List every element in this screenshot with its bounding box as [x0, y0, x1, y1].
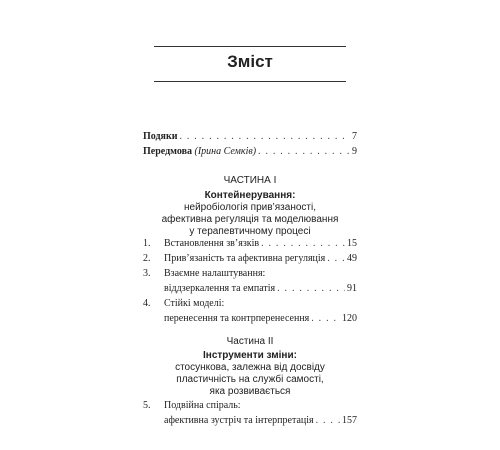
part-subtitle-line: яка розвивається — [209, 386, 291, 397]
part-subtitle-bold: Контейнерування: — [204, 190, 296, 201]
toc-entry-label: віддзеркалення та емпатія — [164, 283, 276, 294]
toc-page-number: 91 — [347, 283, 357, 294]
chapter-number: 1. — [143, 238, 151, 249]
toc-page-number: 157 — [342, 415, 357, 426]
part-subtitle-line: у терапевтичному процесі — [189, 226, 311, 237]
part-heading: Частина II — [226, 336, 274, 347]
toc-entry-acknowledgements[interactable] — [143, 131, 357, 143]
part-heading: ЧАСТИНА I — [223, 175, 277, 186]
chapter-number: 2. — [143, 253, 151, 264]
toc-entry-author: (Ірина Семків) — [194, 146, 257, 157]
dot-leader — [258, 146, 350, 158]
toc-entry-label: Прив’язаність та афективна регуляція — [164, 253, 326, 264]
toc-entry-chapter-3-line-1[interactable]: Взаємне налаштування: — [164, 268, 266, 279]
toc-entry-chapter-3[interactable] — [164, 283, 357, 295]
toc-entry-chapter-1[interactable] — [164, 238, 357, 250]
chapter-number: 3. — [143, 268, 151, 279]
toc-entry-chapter-4-line-1[interactable]: Стійкі моделі: — [164, 298, 225, 309]
toc-entry-label: афективна зустріч та інтерпретація — [164, 415, 314, 426]
part-subtitle-line: афективна регуляція та моделювання — [161, 214, 339, 225]
part-subtitle-line: стосункова, залежна від досвіду — [175, 362, 325, 373]
toc-entry-label: перенесення та контрперенесення — [164, 313, 310, 324]
toc-entry-label: Подяки — [143, 131, 178, 142]
toc-page-number: 15 — [347, 238, 357, 249]
toc-entry-chapter-4[interactable] — [164, 313, 357, 325]
toc-entry-chapter-5-line-1[interactable]: Подвійна спіраль: — [164, 400, 241, 411]
dot-leader — [179, 131, 350, 143]
dot-leader — [311, 313, 340, 325]
part-subtitle-bold: Інструменти зміни: — [203, 350, 297, 361]
toc-entry-label: Встановлення зв’язків — [164, 238, 260, 249]
dot-leader — [277, 283, 345, 295]
part-subtitle-line: нейробіологія прив’язаності, — [184, 202, 316, 213]
dot-leader — [261, 238, 345, 250]
page-title: Зміст — [227, 52, 273, 71]
bottom-rule — [154, 81, 346, 82]
dot-leader — [327, 253, 345, 265]
chapter-number: 4. — [143, 298, 151, 309]
toc-page-number: 9 — [352, 146, 357, 157]
toc-entry-chapter-5[interactable] — [164, 415, 357, 427]
toc-page-number: 49 — [347, 253, 357, 264]
toc-entry-foreword[interactable] — [143, 146, 357, 158]
part-subtitle — [143, 190, 357, 238]
top-rule — [154, 46, 346, 47]
part-subtitle-line: пластичність на службі самості, — [176, 374, 324, 385]
part-subtitle — [143, 350, 357, 398]
toc-page-number: 120 — [342, 313, 357, 324]
toc-entry-label: Передмова — [143, 146, 192, 157]
dot-leader — [316, 415, 340, 427]
toc-page-number: 7 — [352, 131, 357, 142]
toc-entry-chapter-2[interactable] — [164, 253, 357, 265]
chapter-number: 5. — [143, 400, 151, 411]
